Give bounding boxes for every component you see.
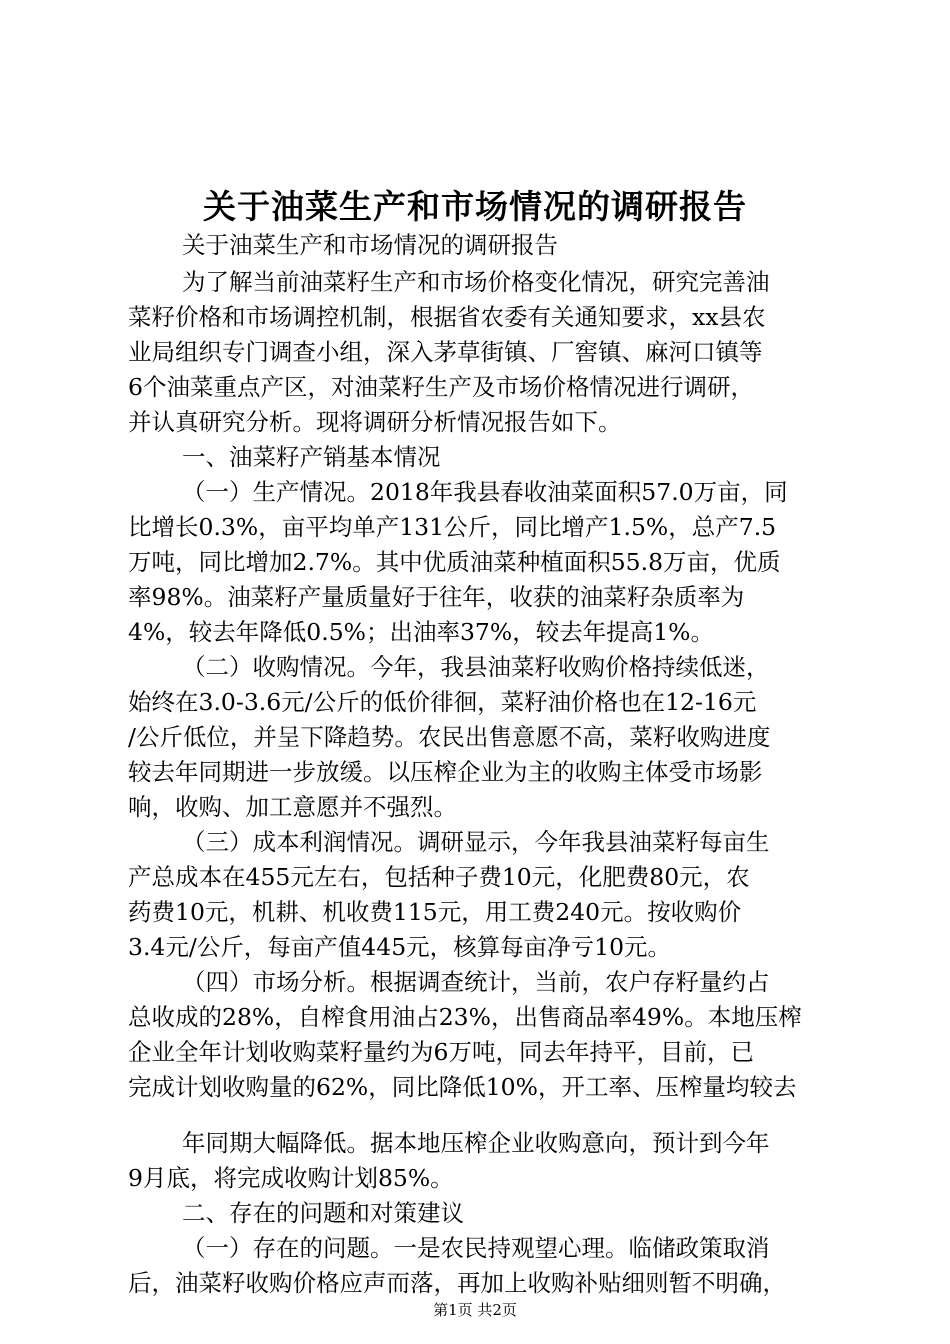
text-line: 总收成的28%，自榨食用油占23%，出售商品率49%。本地压榨 (128, 1003, 802, 1031)
text-line: 始终在3.0-3.6元/公斤的低价徘徊，菜籽油价格也在12-16元 (128, 688, 757, 716)
text-line: 万吨，同比增加2.7%。其中优质油菜种植面积55.8万亩，优质 (128, 548, 781, 576)
page-number: 第1页 共2页 (433, 1301, 517, 1319)
text-line: 企业全年计划收购菜籽量约为6万吨，同去年持平，目前，已 (128, 1038, 754, 1066)
text-line: /公斤低位，并呈下降趋势。农民出售意愿不高，菜籽收购进度 (128, 723, 771, 751)
text-line: （二）收购情况。今年，我县油菜籽收购价格持续低迷， (182, 653, 770, 681)
text-line: 较去年同期进一步放缓。以压榨企业为主的收购主体受市场影 (128, 758, 763, 786)
text-line: （一）存在的问题。一是农民持观望心理。临储政策取消 (182, 1234, 770, 1262)
text-line: 率98%。油菜籽产量质量好于往年，收获的油菜籽杂质率为 (128, 583, 745, 611)
section-heading: 二、存在的问题和对策建议 (182, 1199, 464, 1227)
text-line: 后，油菜籽收购价格应声而落，再加上收购补贴细则暂不明确， (128, 1269, 786, 1297)
subtitle-line: 关于油菜生产和市场情况的调研报告 (182, 231, 558, 259)
text-line: 3.4元/公斤，每亩产值445元，核算每亩净亏10元。 (128, 933, 672, 961)
text-line: （四）市场分析。根据调查统计，当前，农户存籽量约占 (182, 968, 770, 996)
text-line: （一）生产情况。2018年我县春收油菜面积57.0万亩，同 (182, 478, 788, 506)
page-footer (0, 1300, 950, 1320)
text-line: 4%，较去年降低0.5%；出油率37%，较去年提高1%。 (128, 618, 714, 646)
text-line: 9月底，将完成收购计划85%。 (128, 1164, 454, 1192)
text-line: （三）成本利润情况。调研显示，今年我县油菜籽每亩生 (182, 828, 770, 856)
section-heading: 一、油菜籽产销基本情况 (182, 443, 441, 471)
text-line: 响，收购、加工意愿并不强烈。 (128, 793, 457, 821)
text-line: 药费10元，机耕、机收费115元，用工费240元。按收购价 (128, 898, 742, 926)
text-line: 并认真研究分析。现将调研分析情况报告如下。 (128, 408, 622, 436)
text-line: 产总成本在455元左右，包括种子费10元，化肥费80元，农 (128, 863, 750, 891)
text-line: 6个油菜重点产区，对油菜籽生产及市场价格情况进行调研， (128, 373, 754, 401)
text-line: 菜籽价格和市场调控机制，根据省农委有关通知要求，xx县农 (128, 303, 766, 331)
text-line: 年同期大幅降低。据本地压榨企业收购意向，预计到今年 (182, 1129, 770, 1157)
page-title: 关于油菜生产和市场情况的调研报告 (203, 187, 747, 226)
text-line: 业局组织专门调查小组，深入茅草街镇、厂窖镇、麻河口镇等 (128, 338, 763, 366)
text-line: 为了解当前油菜籽生产和市场价格变化情况，研究完善油 (182, 268, 770, 296)
text-line: 完成计划收购量的62%，同比降低10%，开工率、压榨量均较去 (128, 1073, 797, 1101)
text-line: 比增长0.3%，亩平均单产131公斤，同比增产1.5%，总产7.5 (128, 513, 777, 541)
